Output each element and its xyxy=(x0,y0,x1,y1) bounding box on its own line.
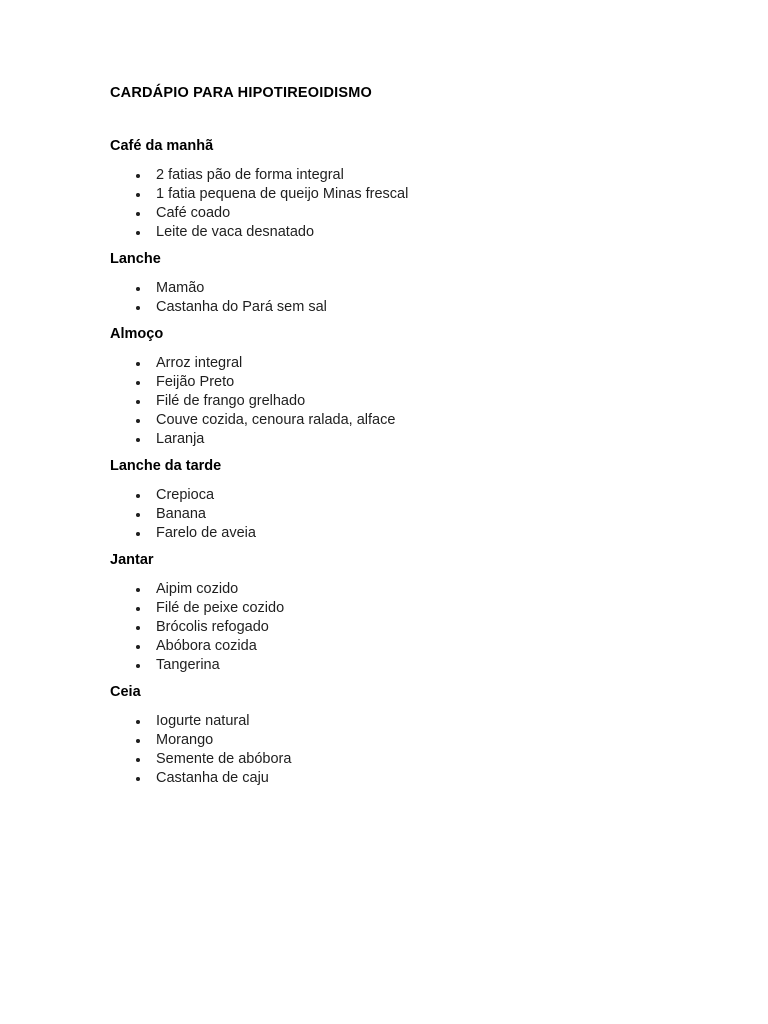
list-item: Crepioca xyxy=(110,486,708,505)
list-item: Aipim cozido xyxy=(110,580,708,599)
section-cafe-da-manha xyxy=(110,137,708,242)
bullet-list xyxy=(110,166,708,242)
section-heading: Lanche da tarde xyxy=(110,458,222,474)
list-item: Tangerina xyxy=(110,656,708,675)
section-heading: Café da manhã xyxy=(110,138,214,154)
document-content xyxy=(110,84,708,796)
list-item: Morango xyxy=(110,731,708,750)
section-lanche-da-tarde xyxy=(110,457,708,543)
section-jantar xyxy=(110,551,708,675)
list-item: 1 fatia pequena de queijo Minas frescal xyxy=(110,185,708,204)
list-item: Laranja xyxy=(110,430,708,449)
bullet-list xyxy=(110,354,708,449)
list-item: Castanha do Pará sem sal xyxy=(110,298,708,317)
document-title: CARDÁPIO PARA HIPOTIREOIDISMO xyxy=(110,85,372,101)
bullet-list xyxy=(110,580,708,675)
list-item: Castanha de caju xyxy=(110,769,708,788)
list-item: Couve cozida, cenoura ralada, alface xyxy=(110,411,708,430)
list-item: Iogurte natural xyxy=(110,712,708,731)
list-item: Arroz integral xyxy=(110,354,708,373)
bullet-list xyxy=(110,279,708,317)
list-item: Mamão xyxy=(110,279,708,298)
list-item: Farelo de aveia xyxy=(110,524,708,543)
list-item: Café coado xyxy=(110,204,708,223)
bullet-list xyxy=(110,712,708,788)
section-heading: Lanche xyxy=(110,251,161,267)
list-item: Leite de vaca desnatado xyxy=(110,223,708,242)
list-item: Abóbora cozida xyxy=(110,637,708,656)
section-ceia xyxy=(110,683,708,788)
list-item: Filé de frango grelhado xyxy=(110,392,708,411)
section-almoco xyxy=(110,325,708,449)
list-item: Semente de abóbora xyxy=(110,750,708,769)
section-heading: Ceia xyxy=(110,684,141,700)
list-item: Brócolis refogado xyxy=(110,618,708,637)
section-lanche xyxy=(110,250,708,317)
bullet-list xyxy=(110,486,708,543)
list-item: Filé de peixe cozido xyxy=(110,599,708,618)
list-item: Feijão Preto xyxy=(110,373,708,392)
section-heading: Almoço xyxy=(110,326,164,342)
list-item: 2 fatias pão de forma integral xyxy=(110,166,708,185)
list-item: Banana xyxy=(110,505,708,524)
section-heading: Jantar xyxy=(110,552,154,568)
